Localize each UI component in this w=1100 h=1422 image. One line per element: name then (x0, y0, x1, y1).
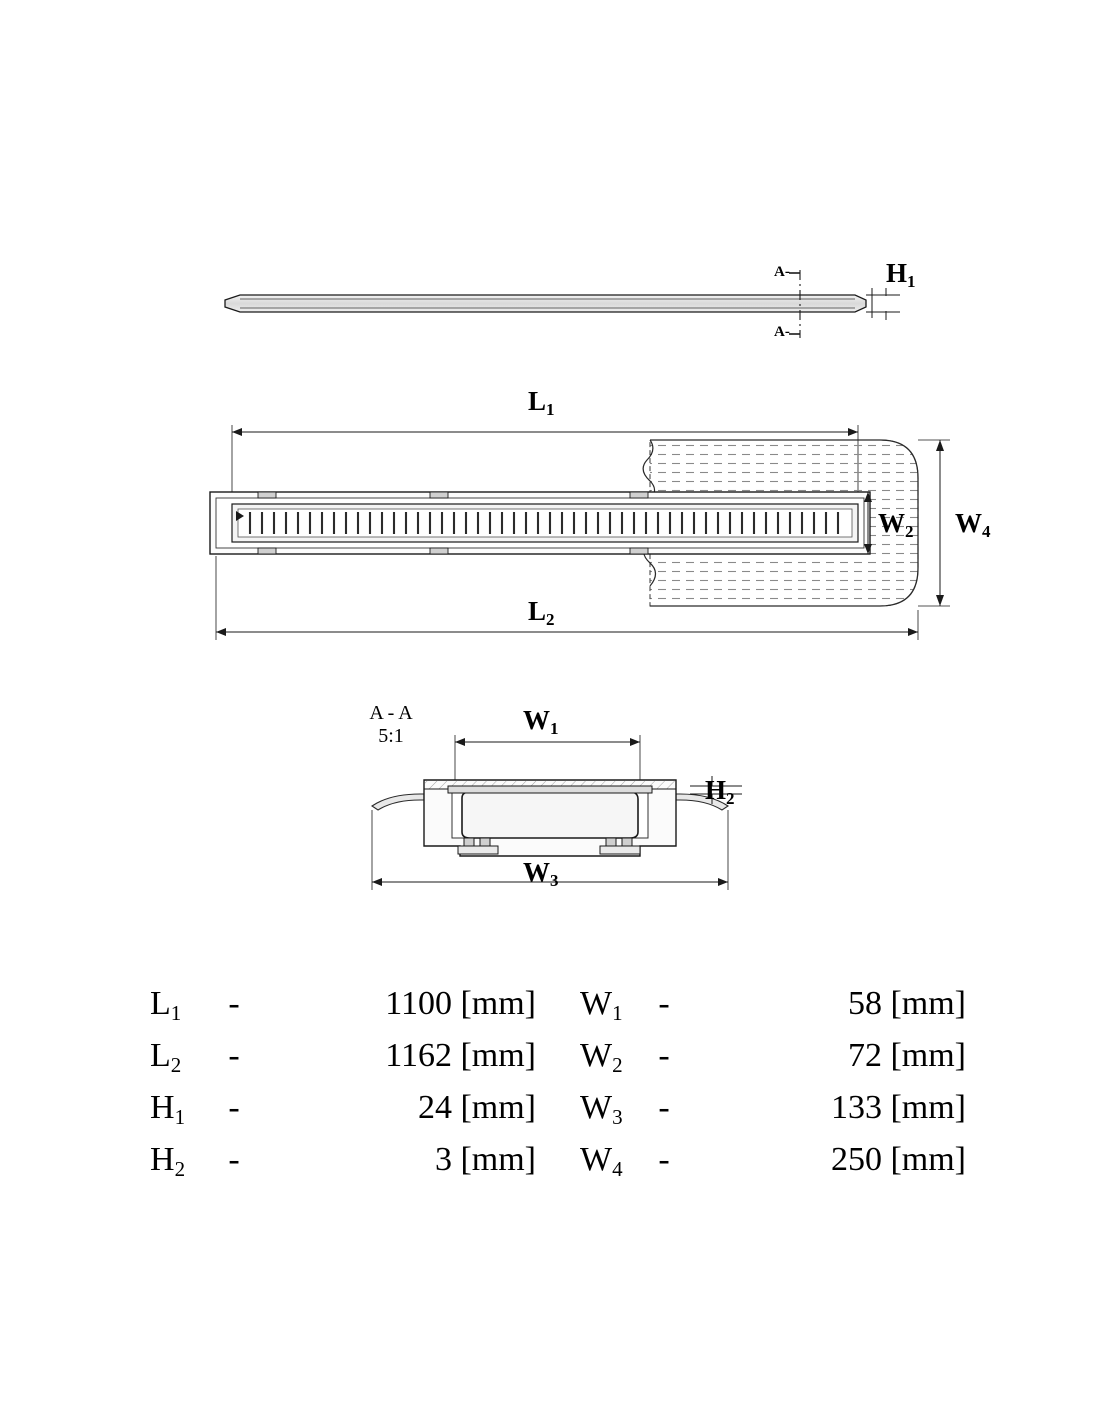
legend-symbol: $L_1$ (150, 985, 182, 1025)
side-view-profile (225, 270, 900, 338)
plan-view (210, 425, 950, 640)
legend-dash: - (658, 1089, 670, 1126)
dimension-label-w2: $W_2$ (878, 508, 914, 541)
legend-symbol: $H_1$ (150, 1089, 186, 1129)
legend-symbol: $W_1$ (580, 985, 623, 1025)
legend-row (150, 1089, 540, 1141)
legend-symbol: $H_2$ (150, 1141, 186, 1181)
legend-value: 24 [mm] (417, 1089, 536, 1126)
section-view-title: A - A 5:1 (369, 702, 413, 747)
legend-dash: - (228, 1037, 240, 1074)
legend-value: 250 [mm] (830, 1141, 966, 1178)
legend-row (580, 1141, 970, 1193)
dimension-label-w3: $W_3$ (523, 857, 559, 890)
legend-symbol: $W_3$ (580, 1089, 623, 1129)
dimension-label-w1: $W_1$ (523, 705, 559, 738)
section-cut-mark-top: A- (774, 264, 790, 280)
legend-dash: - (228, 985, 240, 1022)
legend-value: 58 [mm] (847, 985, 966, 1022)
legend-symbol: $W_4$ (580, 1141, 623, 1181)
dimension-label-h2: $H_2$ (705, 775, 735, 808)
legend-dash: - (658, 1141, 670, 1178)
legend-dash: - (228, 1089, 240, 1126)
legend-row (150, 1141, 540, 1193)
legend-symbol: $W_2$ (580, 1037, 623, 1077)
legend-value: 1100 [mm] (385, 985, 536, 1022)
legend-dash: - (658, 1037, 670, 1074)
legend-row (580, 1089, 970, 1141)
legend-row (580, 985, 970, 1037)
dimension-label-l1: $L_1$ (528, 386, 555, 419)
legend-value: 133 [mm] (830, 1089, 966, 1126)
section-cut-mark-bottom: A- (774, 324, 790, 340)
dimension-label-h1: $H_1$ (886, 258, 916, 291)
legend-row (580, 1037, 970, 1089)
dimension-label-w4: $W_4$ (955, 508, 991, 541)
legend-row (150, 985, 540, 1037)
legend-symbol: $L_2$ (150, 1037, 182, 1077)
dimension-label-l2: $L_2$ (528, 596, 555, 629)
legend-dash: - (228, 1141, 240, 1178)
legend-row (150, 1037, 540, 1089)
dimension-legend (150, 985, 970, 1193)
legend-value: 1162 [mm] (385, 1037, 536, 1074)
legend-value: 3 [mm] (434, 1141, 536, 1178)
legend-value: 72 [mm] (847, 1037, 966, 1074)
legend-dash: - (658, 985, 670, 1022)
